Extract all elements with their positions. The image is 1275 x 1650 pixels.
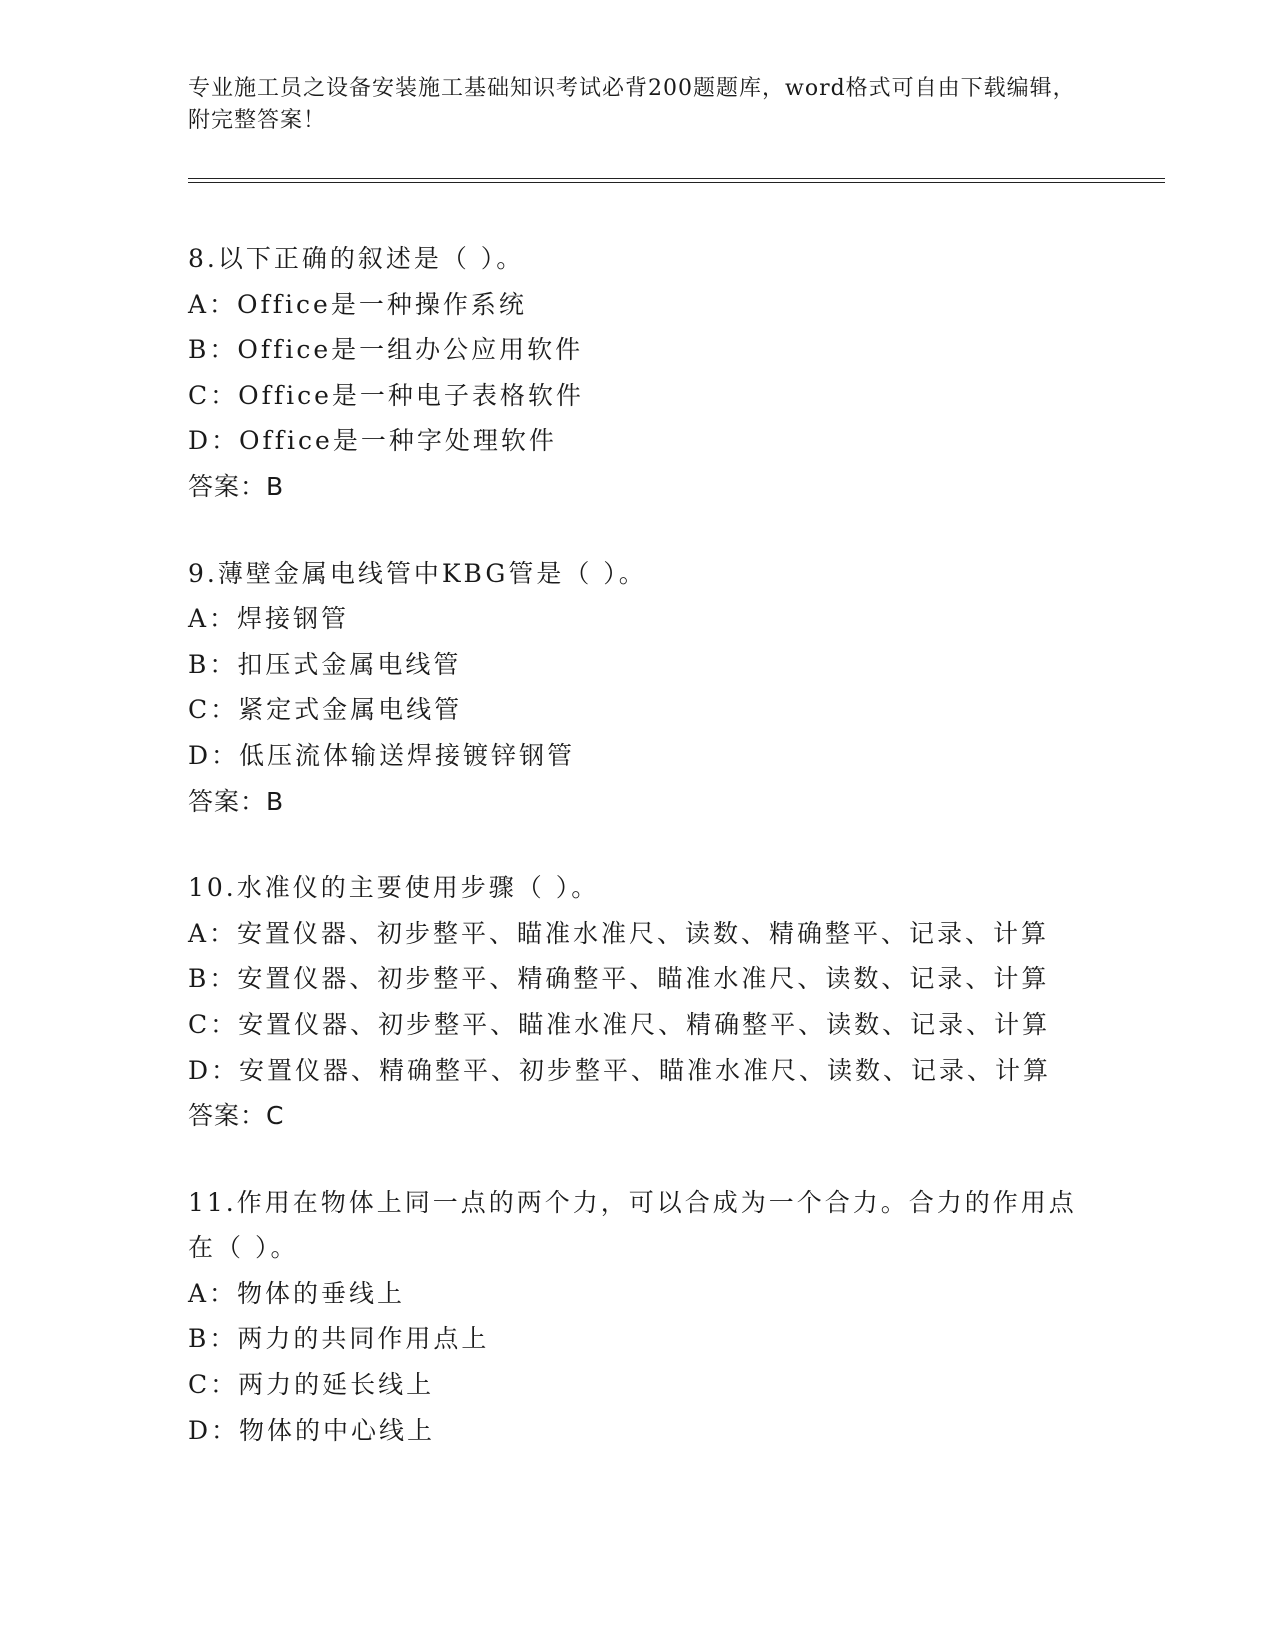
option-a: A：物体的垂线上 (188, 1278, 406, 1308)
option-c: C：紧定式金属电线管 (188, 695, 463, 725)
option-b: B：两力的共同作用点上 (188, 1324, 490, 1354)
header-title: 专业施工员之设备安装施工基础知识考试必背200题题库，word格式可自由下载编辑，附完整答案！ (188, 76, 1076, 133)
option-d: D：低压流体输送焊接镀锌钢管 (188, 740, 576, 770)
option-a: A：Office是一种操作系统 (188, 289, 527, 319)
header-rule-top (188, 178, 1165, 179)
option-d: D：物体的中心线上 (188, 1415, 436, 1445)
header-double-rule (188, 178, 1165, 186)
option-a: A：焊接钢管 (188, 604, 350, 634)
option-c: C：Office是一种电子表格软件 (188, 380, 584, 410)
document-header (188, 73, 1078, 137)
option-b: B：扣压式金属电线管 (188, 649, 462, 679)
question-list (188, 236, 1088, 1494)
option-d: D：Office是一种字处理软件 (188, 426, 557, 456)
answer-line: 答案：B (188, 786, 285, 816)
answer-line: 答案：C (188, 1101, 285, 1131)
question-stem: 9.薄壁金属电线管中KBG管是（ ）。 (188, 558, 647, 588)
question-9 (188, 551, 1088, 825)
option-a: A：安置仪器、初步整平、瞄准水准尺、读数、精确整平、记录、计算 (188, 918, 1050, 948)
header-rule-bottom (188, 182, 1165, 183)
option-b: B：安置仪器、初步整平、精确整平、瞄准水准尺、读数、记录、计算 (188, 964, 1050, 994)
question-stem: 11.作用在物体上同一点的两个力，可以合成为一个合力。合力的作用点在（ ）。 (188, 1187, 1077, 1263)
question-10 (188, 865, 1088, 1139)
option-d: D：安置仪器、精确整平、初步整平、瞄准水准尺、读数、记录、计算 (188, 1055, 1052, 1085)
question-8 (188, 236, 1088, 510)
question-stem: 8.以下正确的叙述是（ ）。 (188, 244, 525, 273)
option-c: C：两力的延长线上 (188, 1370, 435, 1400)
option-b: B：Office是一组办公应用软件 (188, 335, 584, 365)
answer-line: 答案：B (188, 471, 285, 501)
option-c: C：安置仪器、初步整平、瞄准水准尺、精确整平、读数、记录、计算 (188, 1009, 1051, 1039)
question-stem: 10.水准仪的主要使用步骤（ ）。 (188, 873, 600, 903)
question-11 (188, 1180, 1088, 1454)
